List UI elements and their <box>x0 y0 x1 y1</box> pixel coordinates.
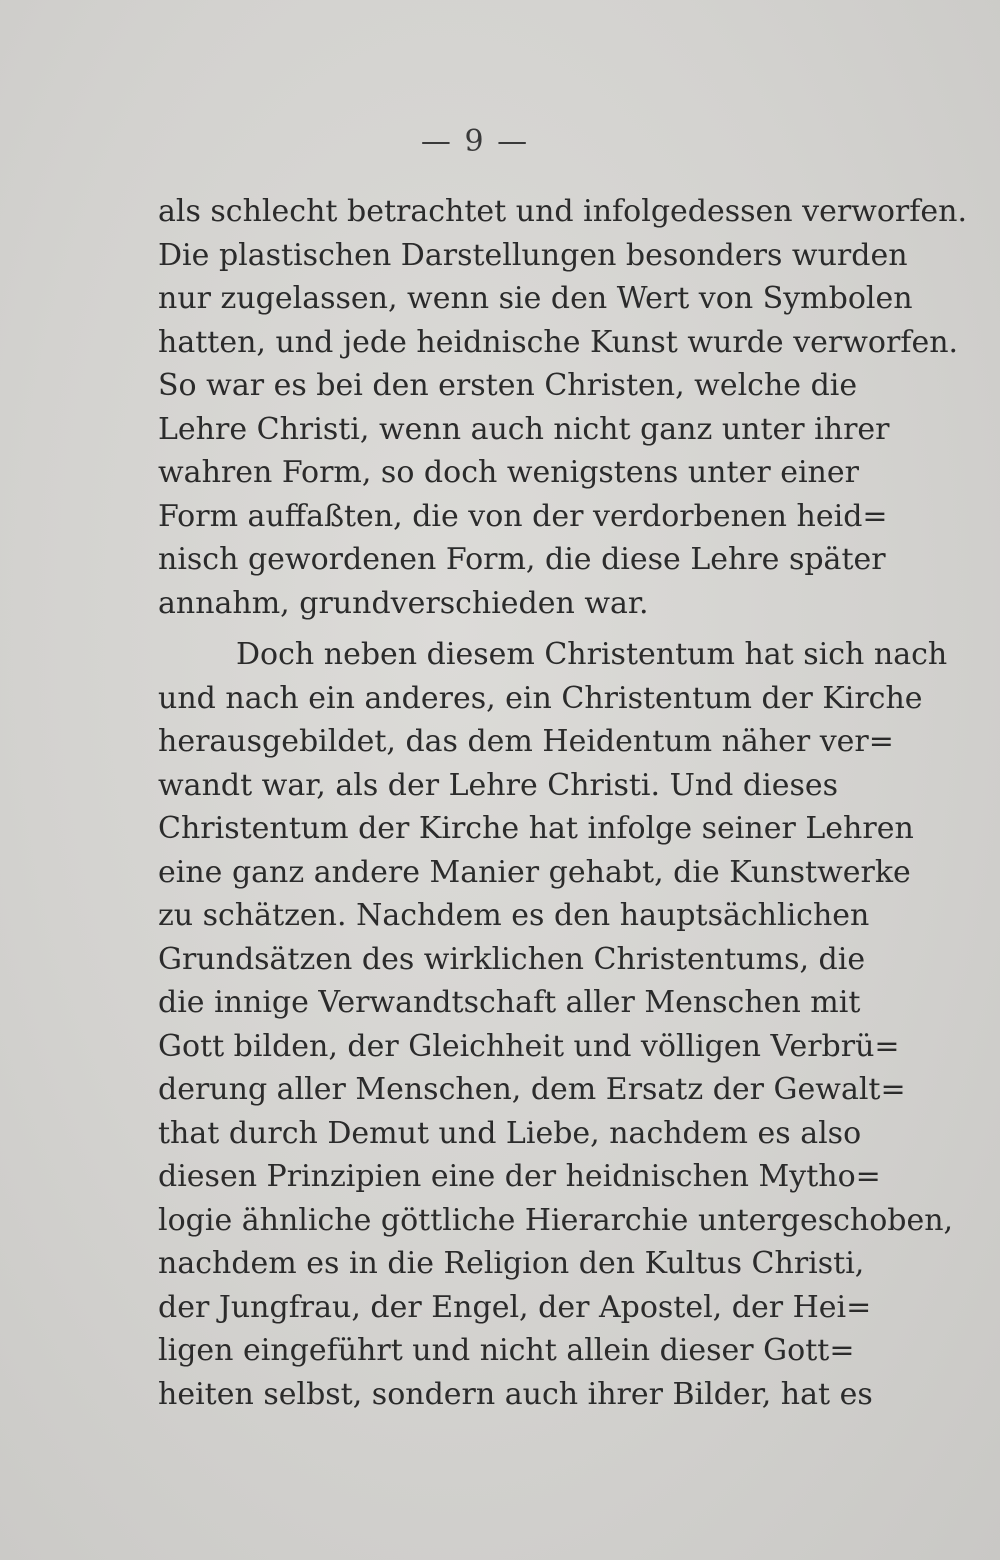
text-line: So war es bei den ersten Christen, welche die <box>158 368 858 403</box>
text-line: nisch gewordenen Form, die diese Lehre später <box>158 542 886 577</box>
text-line: Gott bilden, der Gleichheit und völligen Verbrü= <box>158 1028 900 1064</box>
page-number: — 9 — <box>420 124 530 159</box>
paragraph-2 <box>158 633 954 1416</box>
text-line: that durch Demut und Liebe, nachdem es also <box>158 1115 862 1151</box>
text-line: der Jungfrau, der Engel, der Apostel, der Hei= <box>158 1289 872 1325</box>
text-line: wahren Form, so doch wenigstens unter einer <box>158 455 859 490</box>
text-line: annahm, grundverschieden war. <box>158 585 649 621</box>
text-line: hatten, und jede heidnische Kunst wurde verworfen. <box>158 324 959 360</box>
text-line: Grundsätzen des wirklichen Christentums, die <box>158 941 866 977</box>
text-line: die innige Verwandtschaft aller Menschen mit <box>158 985 861 1020</box>
text-line: Doch neben diesem Christentum hat sich nach <box>236 637 948 672</box>
text-line: ligen eingeführt und nicht allein dieser Gott= <box>158 1333 855 1368</box>
text-line: als schlecht betrachtet und infolgedessen verworfen. <box>158 194 967 229</box>
paragraph-1 <box>158 190 967 625</box>
text-line: Christentum der Kirche hat infolge seiner Lehren <box>158 811 914 846</box>
body-text <box>158 190 967 1416</box>
text-line: Form auffaßten, die von der verdorbenen heid= <box>158 498 888 534</box>
text-line: zu schätzen. Nachdem es den hauptsächlichen <box>158 898 870 933</box>
paragraph-gap <box>158 625 826 633</box>
text-line: wandt war, als der Lehre Christi. Und dieses <box>158 767 839 803</box>
text-line: derung aller Menschen, dem Ersatz der Gewalt= <box>158 1072 906 1107</box>
text-line: und nach ein anderes, ein Christentum der Kirche <box>158 680 923 716</box>
text-line: diesen Prinzipien eine der heidnischen Mytho= <box>158 1159 881 1194</box>
text-line: Die plastischen Darstellungen besonders wurden <box>158 237 908 273</box>
text-line: nachdem es in die Religion den Kultus Christi, <box>158 1246 865 1281</box>
text-line: nur zugelassen, wenn sie den Wert von Symbolen <box>158 281 913 316</box>
text-line: logie ähnliche göttliche Hierarchie untergeschoben, <box>158 1202 954 1238</box>
text-line: herausgebildet, das dem Heidentum näher ver= <box>158 724 894 759</box>
text-line: Lehre Christi, wenn auch nicht ganz unter ihrer <box>158 411 890 447</box>
text-line: eine ganz andere Manier gehabt, die Kunstwerke <box>158 854 911 890</box>
text-line: heiten selbst, sondern auch ihrer Bilder, hat es <box>158 1376 873 1412</box>
